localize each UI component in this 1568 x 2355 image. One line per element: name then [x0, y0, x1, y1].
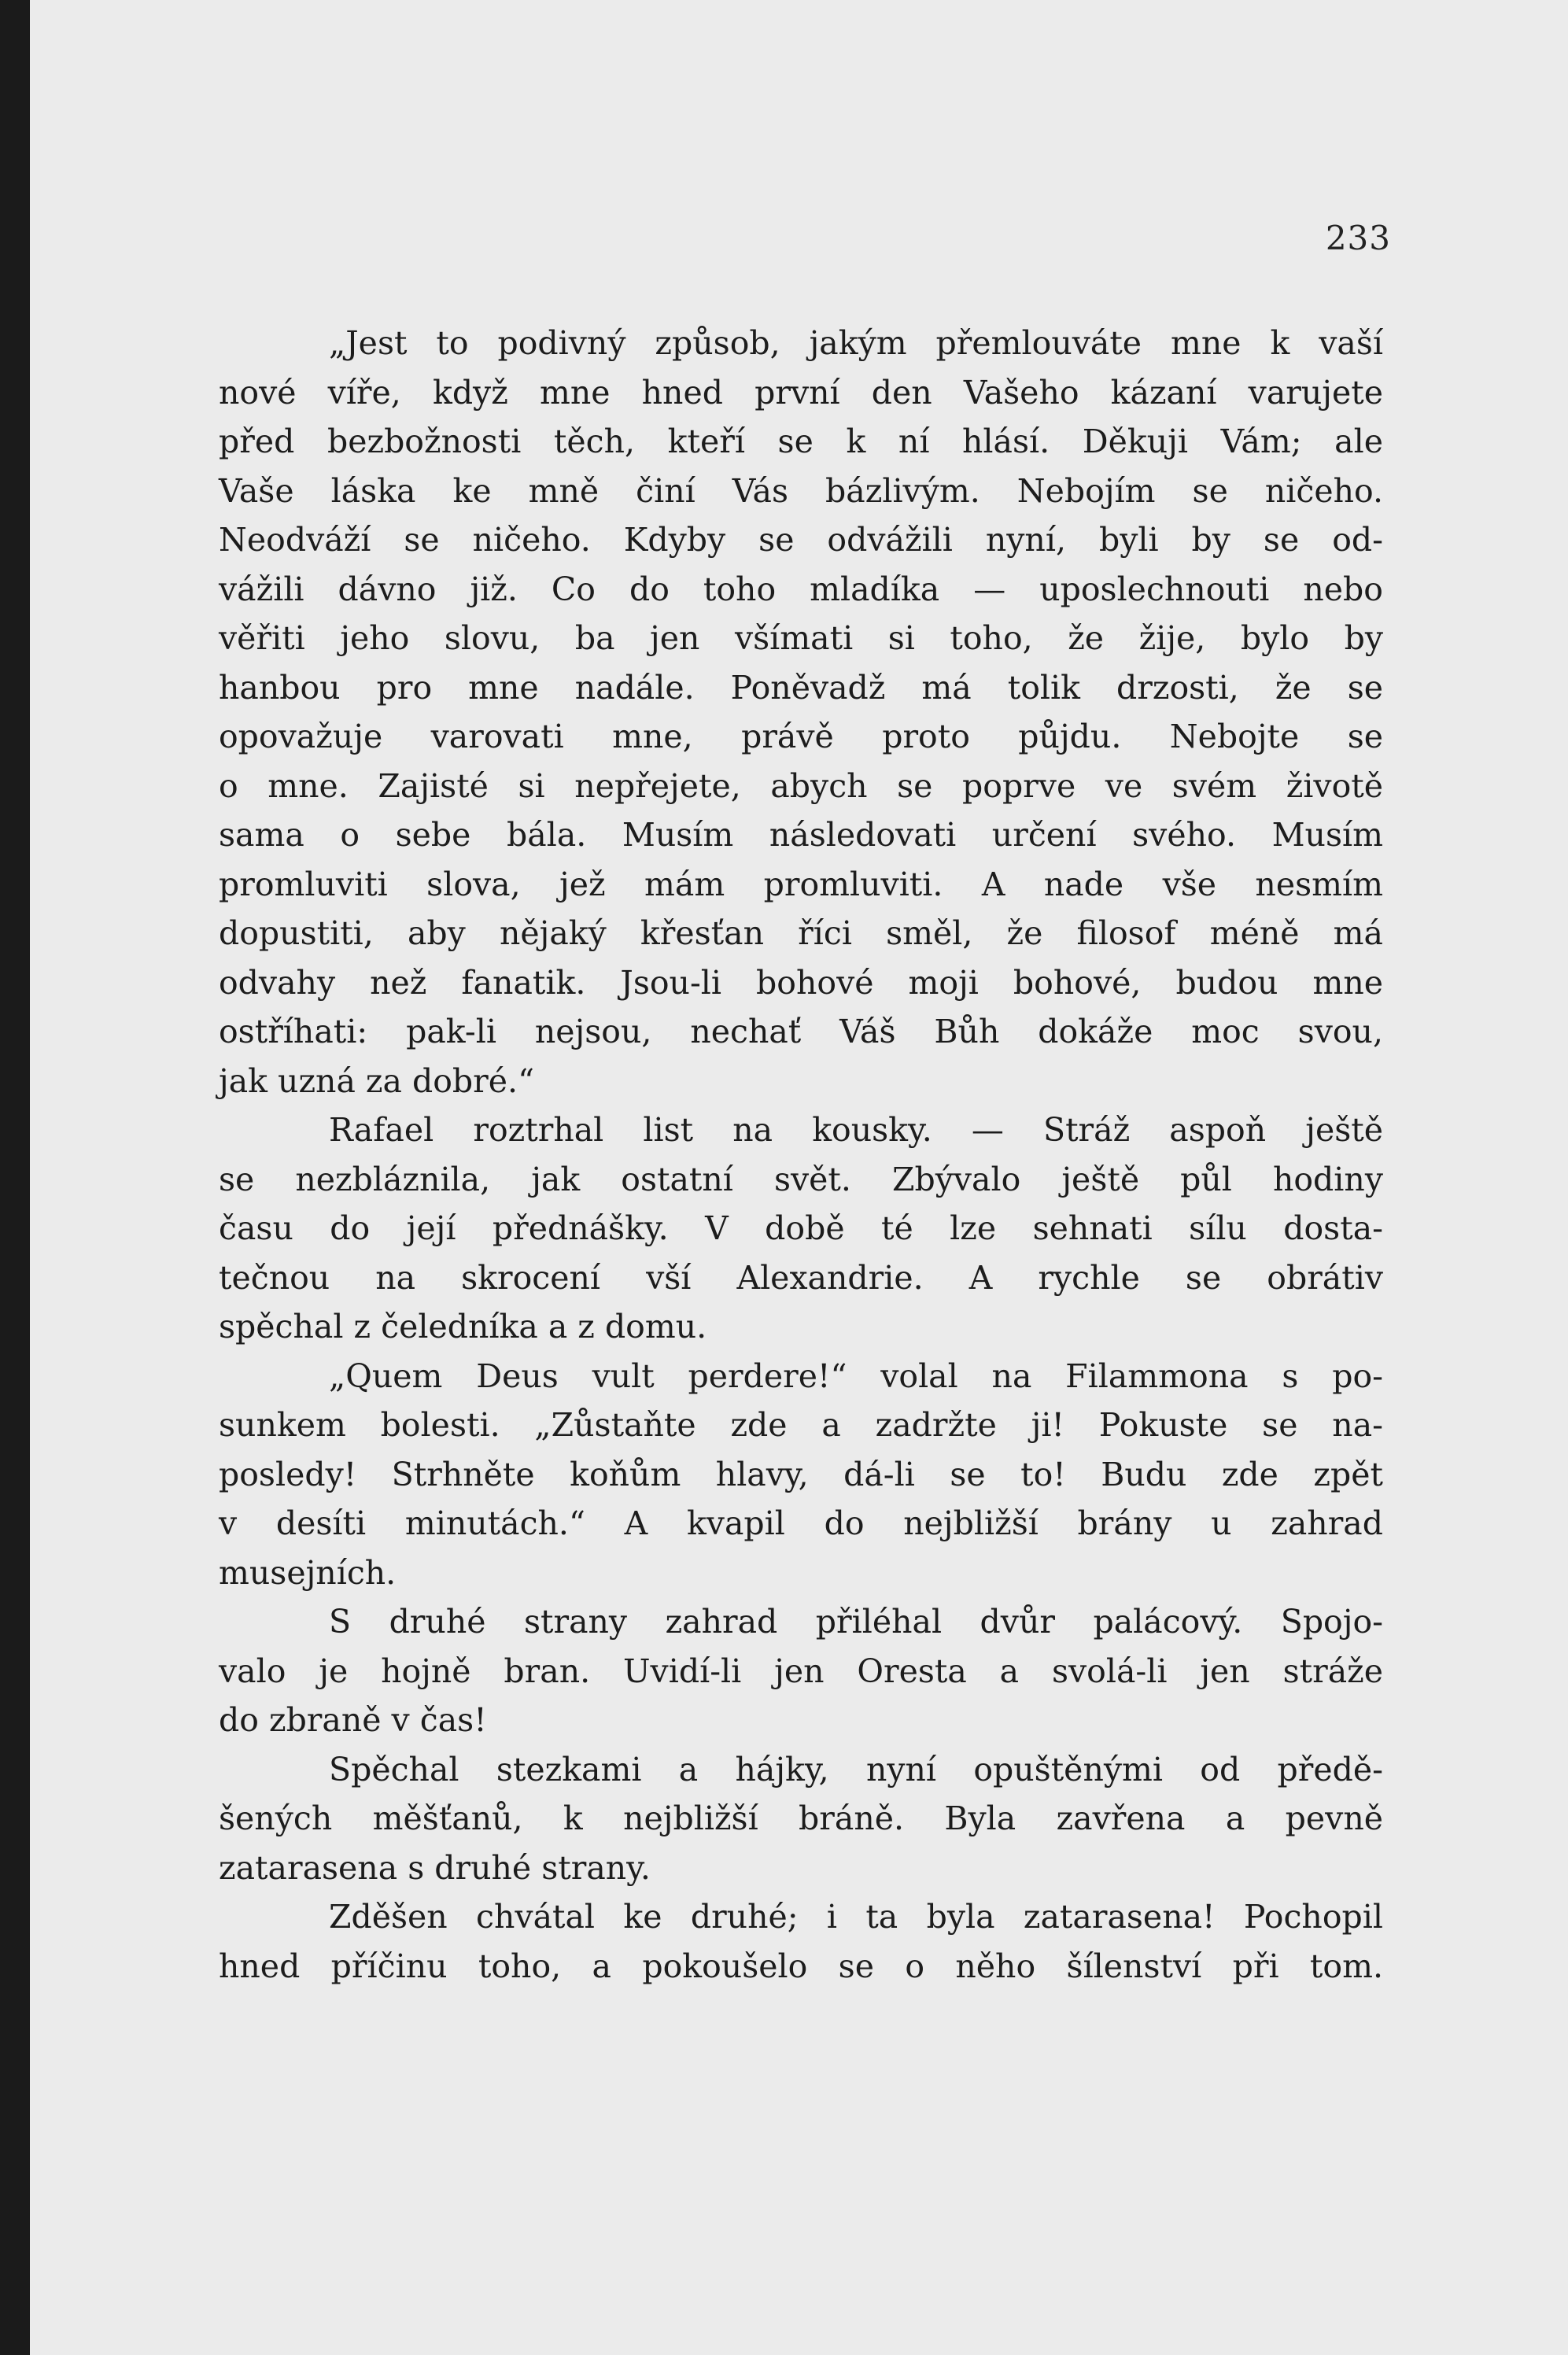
text-line: Rafael roztrhal list na kousky. — Stráž aspoň ještě: [329, 1111, 1383, 1149]
text-line: opovažuje varovati mne, právě proto půjdu. Nebojte se: [219, 718, 1383, 755]
book-page: [30, 0, 1568, 2355]
text-line: S druhé strany zahrad přiléhal dvůr palácový. Spojo-: [329, 1603, 1383, 1641]
text-line: hanbou pro mne nadále. Poněvadž má tolik drzosti, že se: [219, 668, 1383, 707]
text-line: „Quem Deus vult perdere!“ volal na Filammona s po-: [329, 1357, 1383, 1395]
text-line: musejních.: [219, 1553, 397, 1592]
text-line: „Jest to podivný způsob, jakým přemlouváte mne k vaší: [329, 324, 1383, 362]
text-line: Vaše láska ke mně činí Vás bázlivým. Nebojím se ničeho.: [219, 471, 1383, 510]
text-line: Zděšen chvátal ke druhé; i ta byla zatarasena! Pochopil: [329, 1898, 1383, 1936]
text-line: dopustiti, aby nějaký křesťan říci směl, že filosof méně má: [219, 914, 1383, 952]
text-line: o mne. Zajisté si nepřejete, abych se poprve ve svém životě: [219, 766, 1383, 805]
text-line: před bezbožnosti těch, kteří se k ní hlásí. Děkuji Vám; ale: [219, 423, 1383, 460]
text-line: valo je hojně bran. Uvidí-li jen Oresta a svolá-li jen stráže: [219, 1652, 1383, 1690]
text-line: sunkem bolesti. „Zůstaňte zde a zadržte ji! Pokuste se na-: [219, 1406, 1383, 1444]
text-line: promluviti slova, jež mám promluviti. A nade vše nesmím: [219, 865, 1383, 903]
text-line: v desíti minutách.“ A kvapil do nejbližší brány u zahrad: [219, 1504, 1383, 1542]
text-line: tečnou na skrocení vší Alexandrie. A rychle se obrátiv: [219, 1258, 1383, 1297]
text-line: zatarasena s druhé strany.: [219, 1848, 651, 1887]
text-line: hned příčinu toho, a pokoušelo se o něho šílenství při tom.: [219, 1947, 1383, 1985]
page-number: 233: [1325, 219, 1391, 257]
text-line: věřiti jeho slovu, ba jen všímati si toho, že žije, bylo by: [219, 619, 1383, 657]
text-line: spěchal z čeledníka a z domu.: [219, 1308, 707, 1345]
text-line: Neodváží se ničeho. Kdyby se odvážili nyní, byli by se od-: [219, 521, 1383, 559]
text-line: do zbraně v čas!: [219, 1701, 487, 1739]
text-line: odvahy než fanatik. Jsou-li bohové moji bohové, budou mne: [219, 963, 1383, 1002]
text-line: jak uzná za dobré.“: [219, 1061, 535, 1100]
text-line: ostříhati: pak-li nejsou, nechať Váš Bůh dokáže moc svou,: [219, 1013, 1383, 1050]
text-line: času do její přednášky. V době té lze sehnati sílu dosta-: [219, 1209, 1383, 1247]
text-line: Spěchal stezkami a hájky, nyní opuštěnými od předě-: [329, 1750, 1383, 1788]
text-line: vážili dávno již. Co do toho mladíka — uposlechnouti nebo: [219, 570, 1383, 608]
text-line: šených měšťanů, k nejbližší bráně. Byla zavřena a pevně: [219, 1799, 1383, 1837]
body-text: [219, 319, 1383, 1991]
text-line: posledy! Strhněte koňům hlavy, dá-li se to! Budu zde zpět: [219, 1455, 1383, 1493]
text-line: sama o sebe bála. Musím následovati určení svého. Musím: [219, 816, 1383, 854]
text-line: nové víře, když mne hned první den Vašeho kázaní varujete: [219, 373, 1383, 412]
text-line: se nezbláznila, jak ostatní svět. Zbývalo ještě půl hodiny: [219, 1160, 1383, 1198]
